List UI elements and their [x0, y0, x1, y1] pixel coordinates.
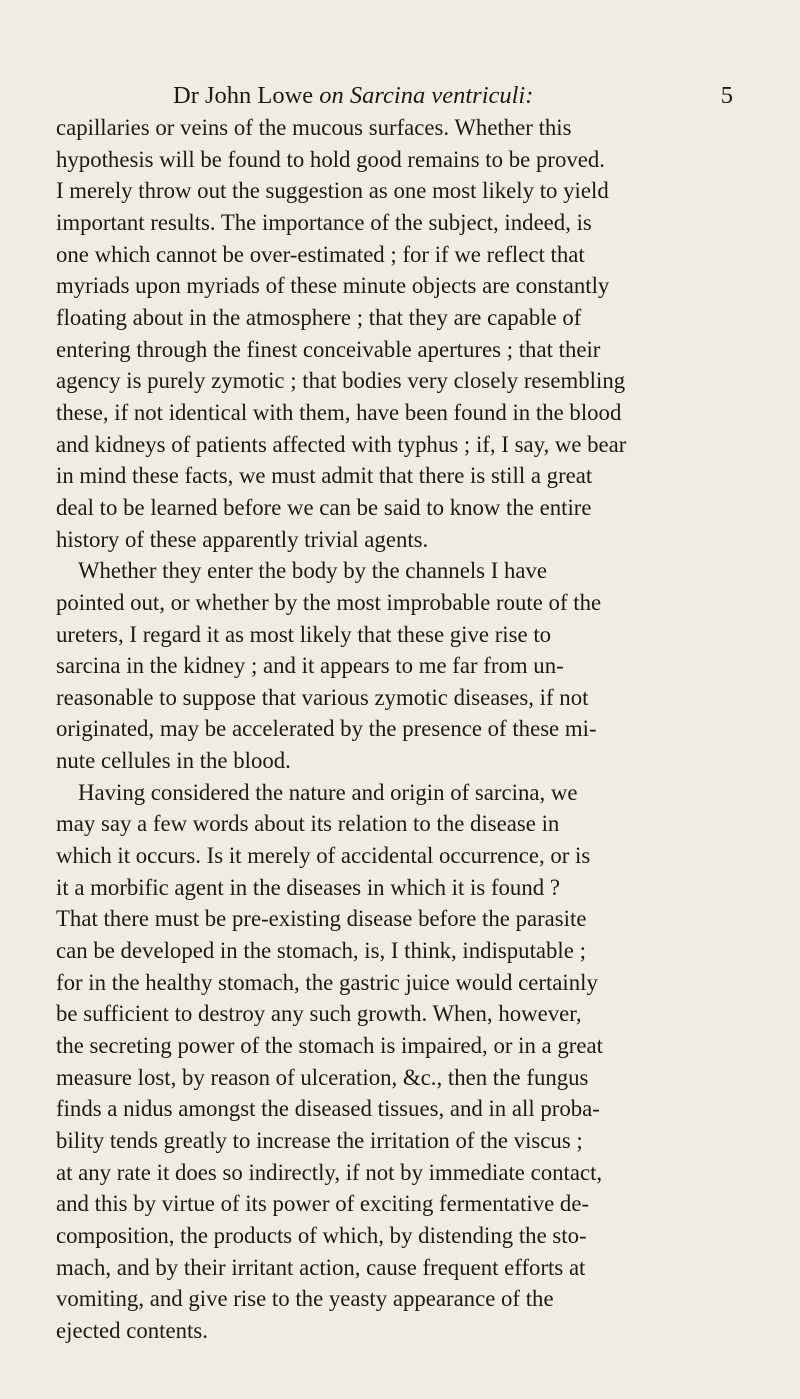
text-line: vomiting, and give rise to the yeasty appearance of the	[56, 1286, 554, 1312]
text-line: finds a nidus amongst the diseased tissues, and in all proba-	[56, 1096, 600, 1122]
body-text	[56, 112, 734, 1347]
text-line: history of these apparently trivial agents.	[56, 526, 429, 552]
text-line: which it occurs. Is it merely of accidental occurrence, or is	[56, 843, 591, 869]
text-line: Whether they enter the body by the channels I have	[78, 558, 548, 584]
running-head	[173, 78, 733, 114]
text-line: in mind these facts, we must admit that there is still a great	[56, 463, 593, 489]
running-head-author: Dr John Lowe	[173, 82, 320, 109]
text-line: ureters, I regard it as most likely that these give rise to	[56, 621, 552, 647]
text-line: measure lost, by reason of ulceration, &c., then the fungus	[56, 1064, 589, 1090]
paragraph-2	[56, 555, 734, 777]
text-line: bility tends greatly to increase the irritation of the viscus ;	[56, 1128, 583, 1153]
text-line: entering through the finest conceivable apertures ; that their	[56, 336, 601, 362]
text-line: I merely throw out the suggestion as one most likely to yield	[56, 178, 609, 204]
text-line: pointed out, or whether by the most improbable route of the	[56, 589, 602, 615]
text-line: reasonable to suppose that various zymotic diseases, if not	[56, 684, 589, 710]
text-line: at any rate it does so indirectly, if not by immediate contact,	[56, 1159, 603, 1185]
text-line: ejected contents.	[56, 1317, 208, 1343]
text-line: agency is purely zymotic ; that bodies very closely resembling	[56, 368, 626, 394]
page-number: 5	[720, 82, 733, 109]
text-line: it a morbific agent in the diseases in which it is found ?	[56, 874, 560, 900]
text-line: sarcina in the kidney ; and it appears to me far from un-	[56, 653, 564, 679]
running-head-title: Sarcina ventriculi:	[349, 82, 534, 109]
text-line: and this by virtue of its power of exciting fermentative de-	[56, 1191, 590, 1217]
paragraph-1	[56, 112, 734, 555]
text-line: myriads upon myriads of these minute objects are constantly	[56, 273, 610, 299]
text-line: one which cannot be over-estimated ; for if we reflect that	[56, 241, 585, 267]
text-line: floating about in the atmosphere ; that they are capable of	[56, 304, 582, 330]
paragraph-3	[56, 777, 734, 1347]
text-line: can be developed in the stomach, is, I think, indisputable ;	[56, 938, 586, 964]
text-line: Having considered the nature and origin of sarcina, we	[78, 779, 578, 805]
text-line: mach, and by their irritant action, cause frequent efforts at	[56, 1254, 586, 1280]
text-line: composition, the products of which, by distending the sto-	[56, 1222, 587, 1248]
text-line: be sufficient to destroy any such growth. When, however,	[56, 1001, 582, 1027]
text-line: deal to be learned before we can be said to know the entire	[56, 494, 592, 520]
text-line: may say a few words about its relation to the disease in	[56, 811, 560, 837]
text-line: the secreting power of the stomach is impaired, or in a great	[56, 1033, 603, 1059]
text-line: hypothesis will be found to hold good remains to be proved.	[56, 146, 605, 172]
text-line: That there must be pre-existing disease before the parasite	[56, 906, 587, 932]
text-line: originated, may be accelerated by the presence of these mi-	[56, 716, 597, 742]
text-line: these, if not identical with them, have been found in the blood	[56, 399, 622, 425]
text-line: for in the healthy stomach, the gastric juice would certainly	[56, 969, 598, 995]
text-line: nute cellules in the blood.	[56, 748, 291, 774]
text-line: and kidneys of patients affected with typhus ; if, I say, we bear	[56, 431, 627, 457]
text-line: capillaries or veins of the mucous surfaces. Whether this	[56, 115, 572, 140]
text-line: important results. The importance of the subject, indeed, is	[56, 209, 592, 235]
running-head-on: on	[319, 82, 350, 109]
